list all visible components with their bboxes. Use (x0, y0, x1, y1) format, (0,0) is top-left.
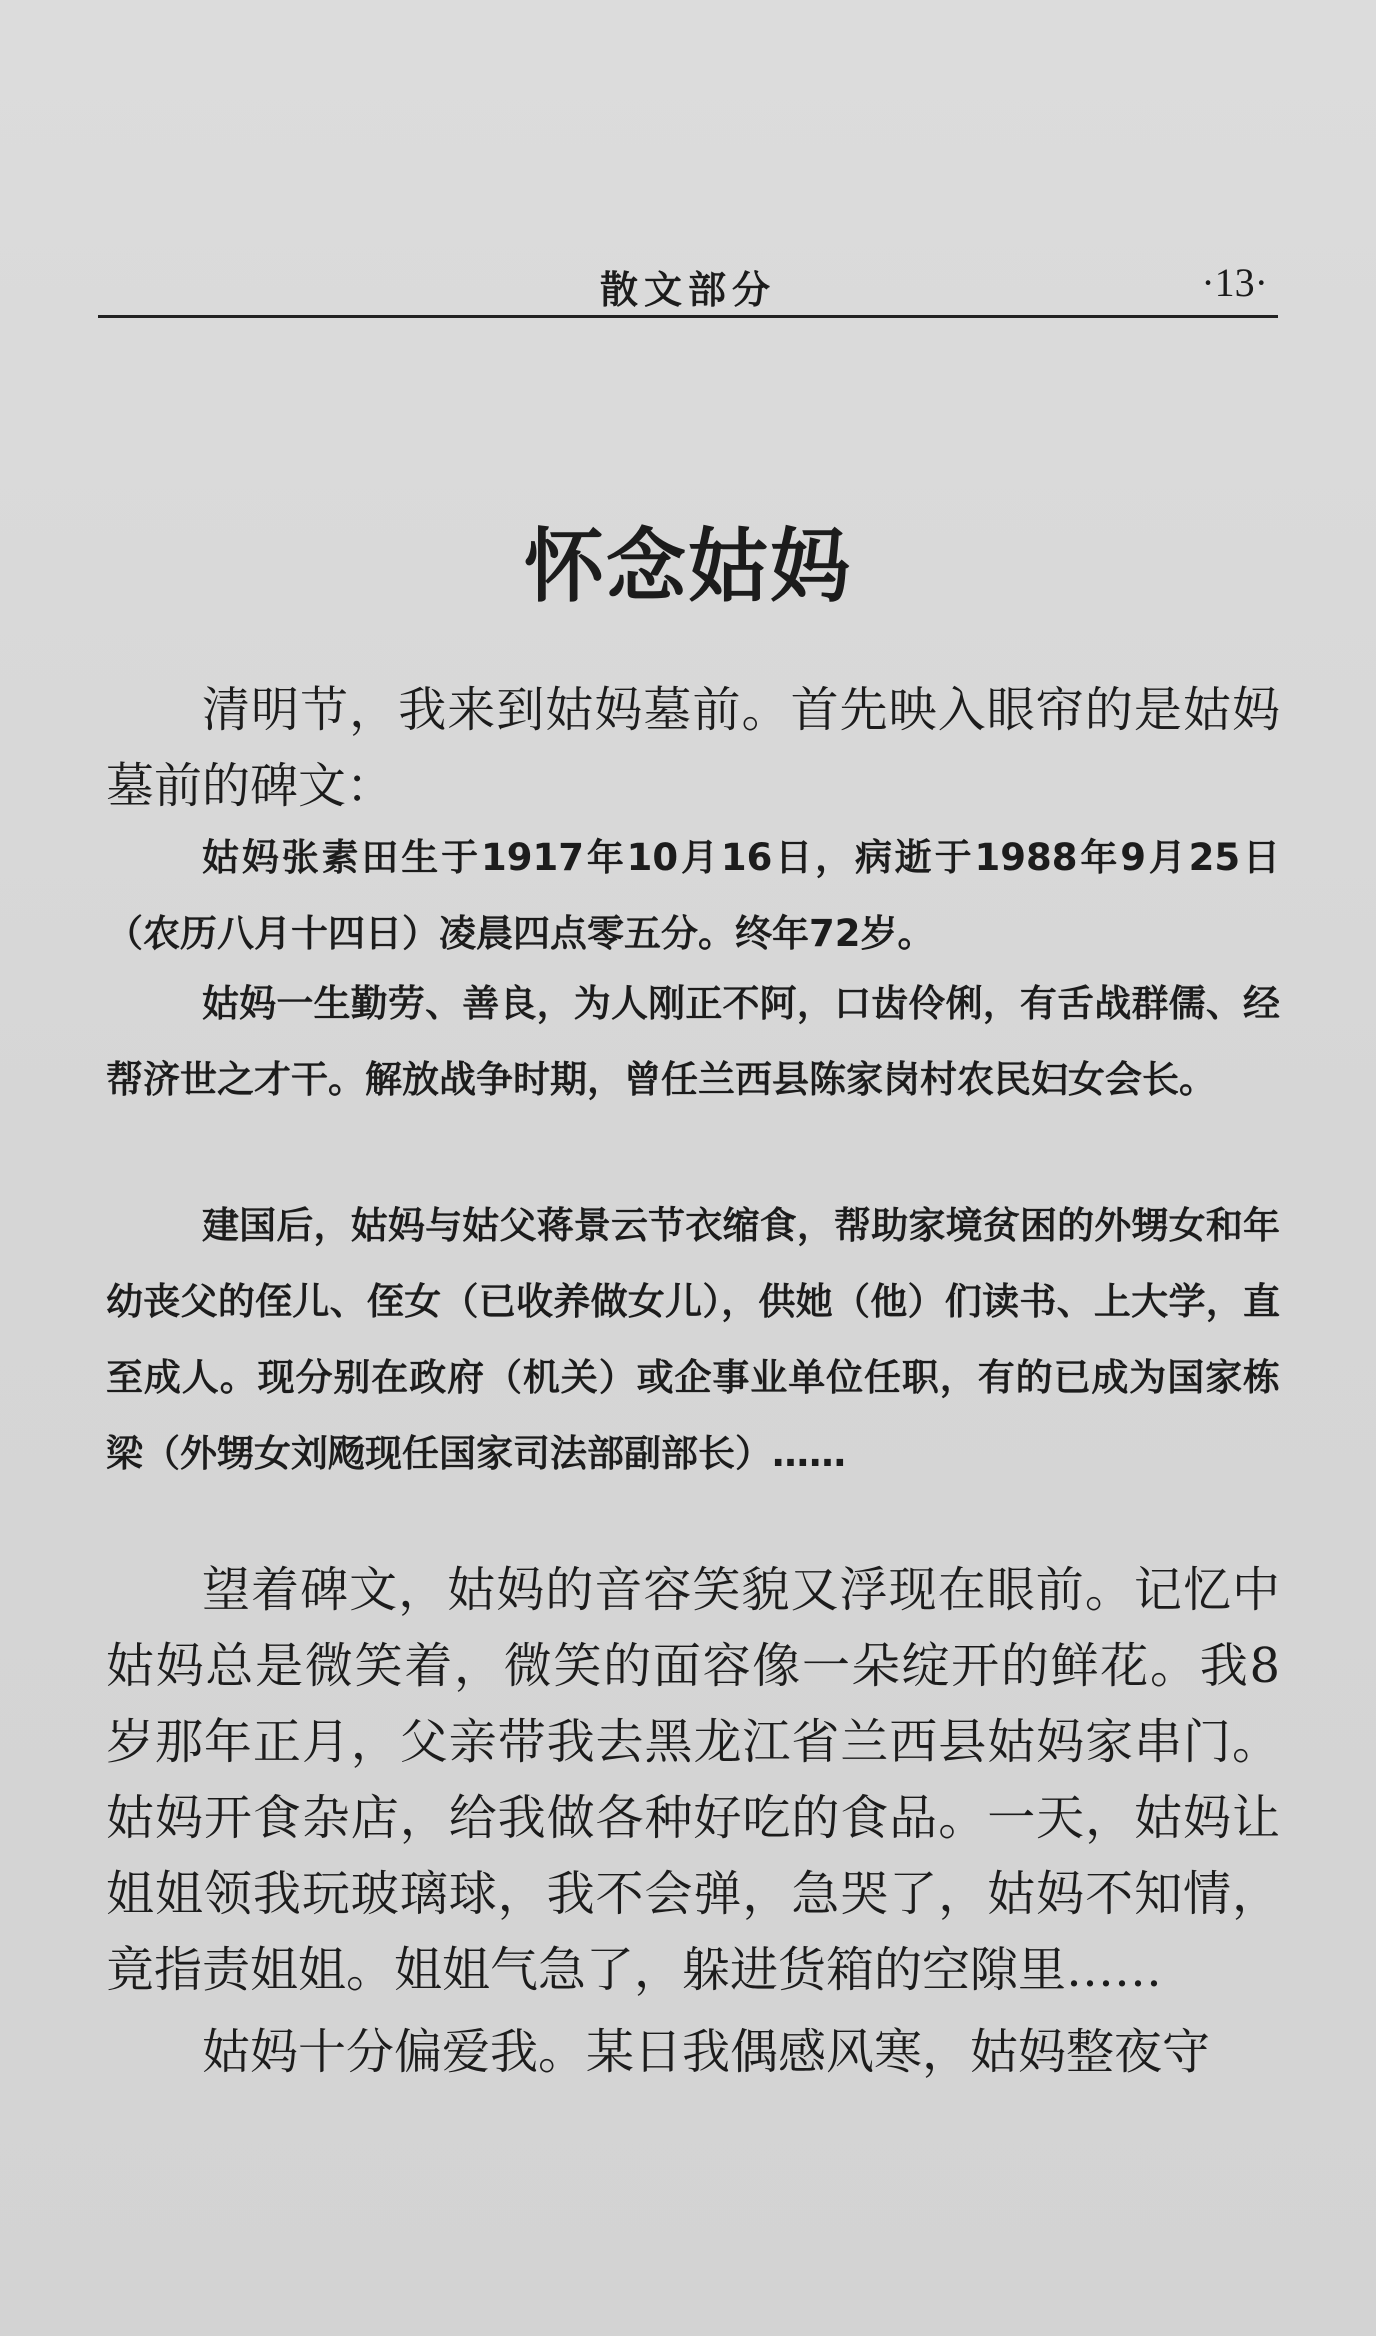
intro-paragraph: 清明节，我来到姑妈墓前。首先映入眼帘的是姑妈墓前的碑文： (106, 682, 1280, 814)
memory-paragraph: 望着碑文，姑妈的音容笑貌又浮现在眼前。记忆中姑妈总是微笑着，微笑的面容像一朵绽开的鲜花。我8岁那年正月，父亲带我去黑龙江省兰西县姑妈家串门。姑妈开食杂店，给我做各种好吃的食品。一天，姑妈让姐姐领我玩玻璃球，我不会弹，急哭了，姑妈不知情，竟指责姐姐。姐姐气急了，躲进货箱的空隙里…… (106, 1562, 1280, 1998)
page-number: ·13· (1201, 260, 1268, 305)
article-title: 怀念姑妈 (524, 520, 852, 613)
section-title: 散文部分 (599, 268, 776, 312)
epitaph-paragraph-2: 姑妈一生勤劳、善良，为人刚正不阿，口齿伶俐，有舌战群儒、经帮济世之才干。解放战争时期，曾任兰西县陈家岗村农民妇女会长。 (106, 982, 1280, 1101)
epitaph-paragraph-1: 姑妈张素田生于1917年10月16日，病逝于1988年9月25日（农历八月十四日）凌晨四点零五分。终年72岁。 (106, 836, 1280, 955)
epitaph-paragraph-3: 建国后，姑妈与姑父蒋景云节衣缩食，帮助家境贫困的外甥女和年幼丧父的侄儿、侄女（已收养做女儿），供她（他）们读书、上大学，直至成人。现分别在政府（机关）或企事业单位任职，有的已成为国家栋梁（外甥女刘飏现任国家司法部副部长）…… (106, 1204, 1280, 1475)
running-header (98, 255, 1278, 318)
closing-paragraph: 姑妈十分偏爱我。某日我偶感风寒，姑妈整夜守 (202, 2024, 1211, 2080)
